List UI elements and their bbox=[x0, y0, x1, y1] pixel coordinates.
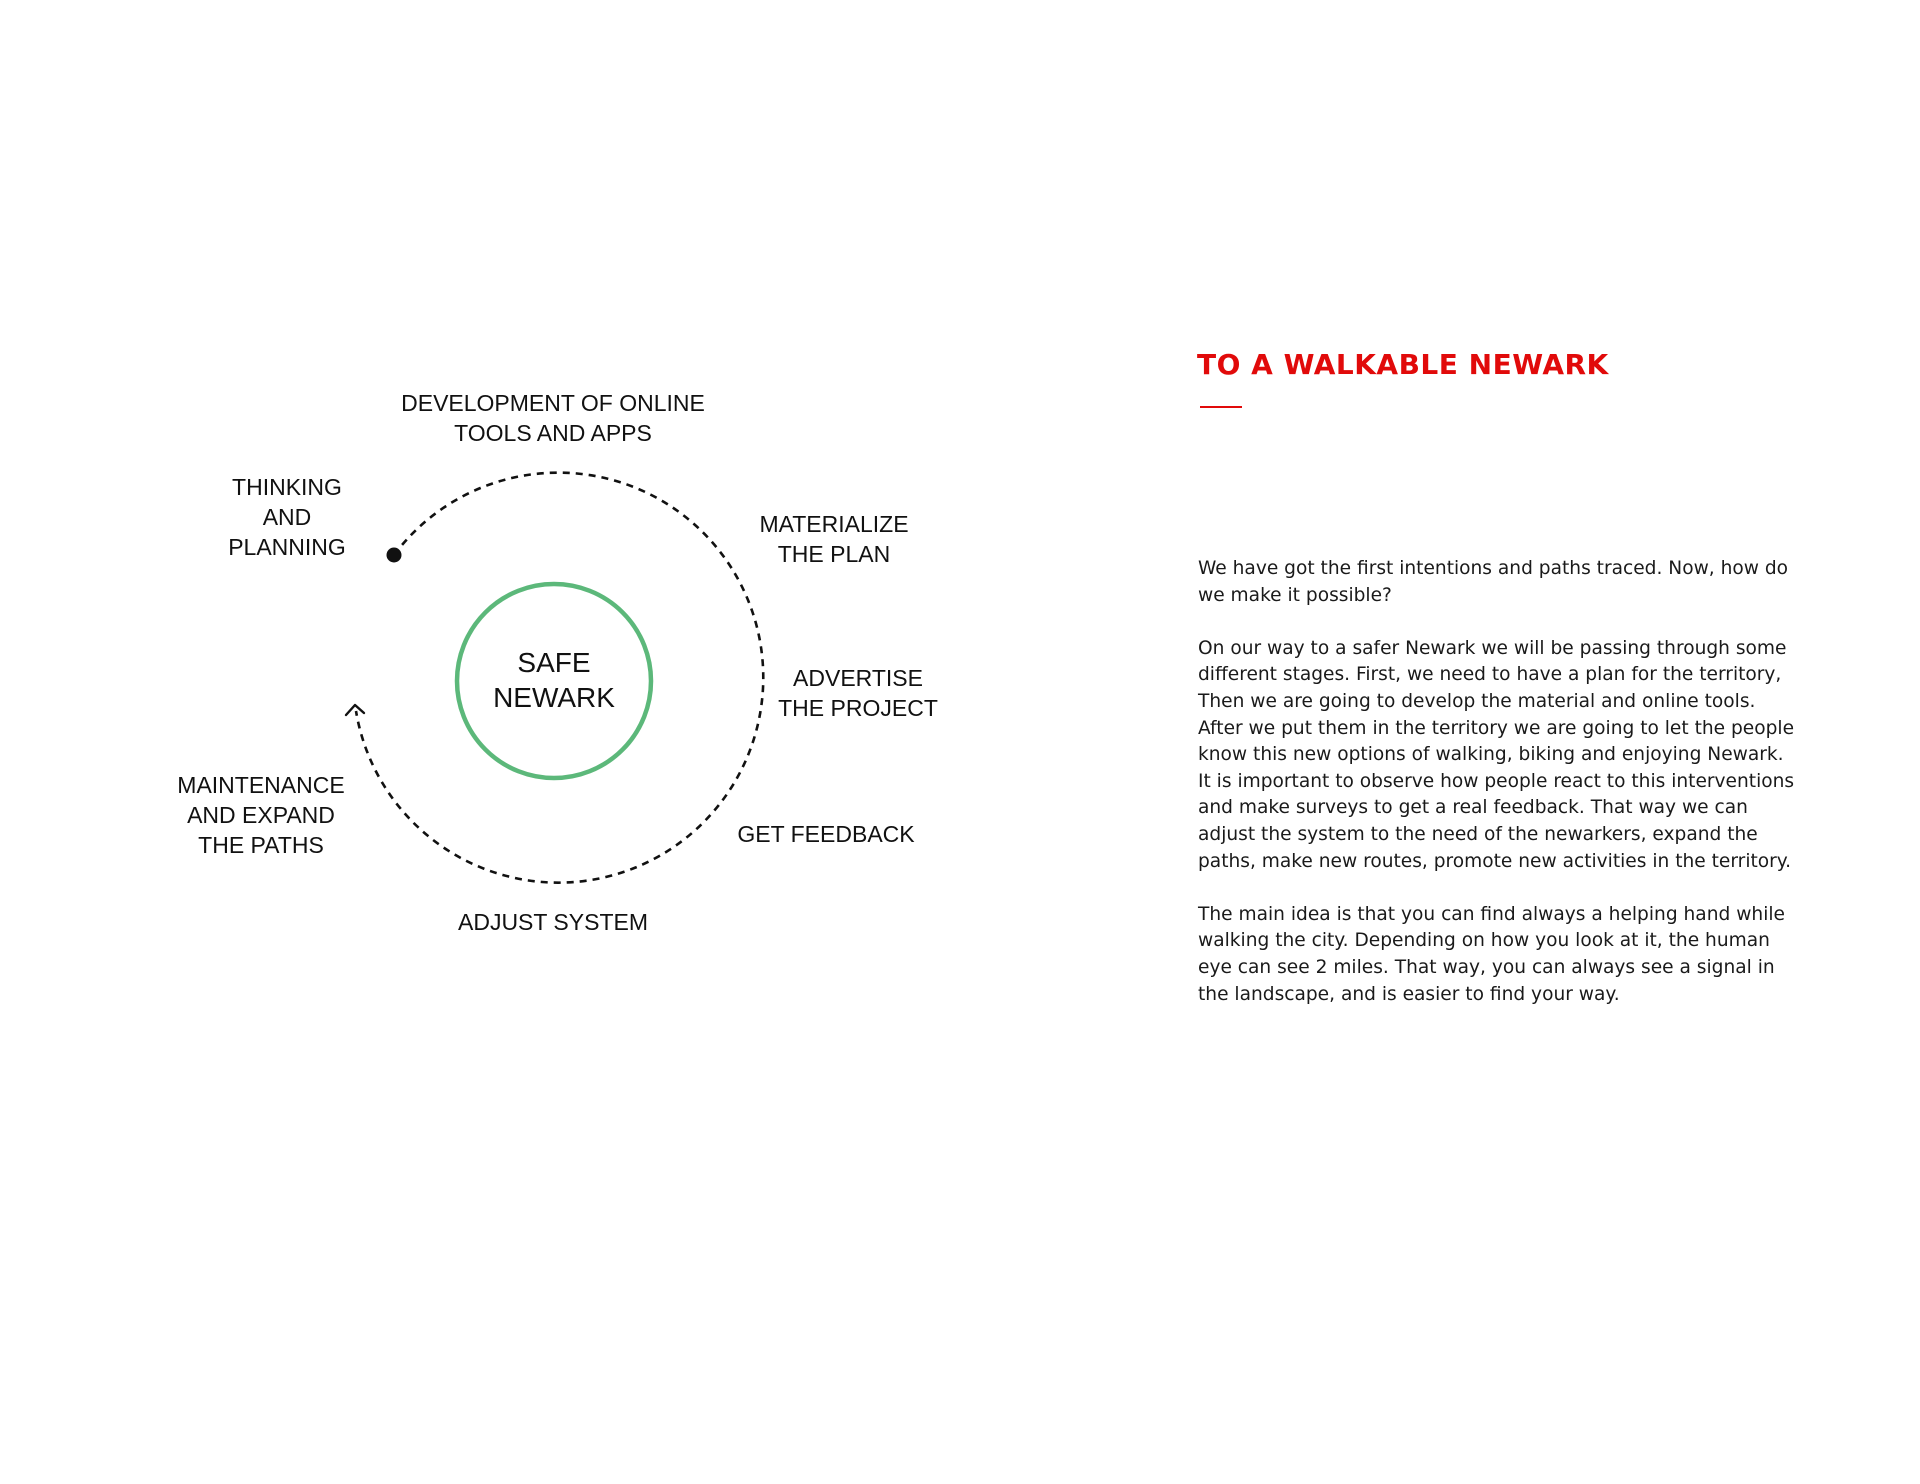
stage-maintenance-and-expand bbox=[177, 770, 344, 860]
stage-label-line: ADJUST SYSTEM bbox=[458, 909, 648, 935]
stage-label-line: MAINTENANCE bbox=[177, 772, 345, 798]
article-title: TO A WALKABLE NEWARK bbox=[1197, 348, 1609, 381]
article-paragraph: We have got the first intentions and paths traced. Now, how do we make it possible? bbox=[1198, 558, 1789, 606]
stage-label-line: MATERIALIZE bbox=[759, 511, 909, 537]
center-label bbox=[493, 645, 615, 715]
stage-label-line: AND EXPAND bbox=[187, 802, 335, 828]
stage-advertise-the-project bbox=[778, 663, 938, 723]
stage-thinking-and-planning bbox=[228, 472, 346, 562]
stage-label-line: ADVERTISE bbox=[793, 665, 923, 691]
stage-label-line: AND bbox=[262, 504, 312, 530]
stage-adjust-system bbox=[458, 907, 648, 937]
cycle-start-dot bbox=[387, 548, 402, 563]
center-label-line2: NEWARK bbox=[493, 682, 615, 713]
stage-label-line: DEVELOPMENT OF ONLINE bbox=[401, 390, 705, 416]
center-label-line1: SAFE bbox=[517, 647, 591, 678]
stage-label-line: THE PROJECT bbox=[778, 695, 938, 721]
article-body bbox=[1198, 556, 1798, 1008]
stage-development-of-online-tools bbox=[401, 388, 705, 448]
stage-label-line: THE PATHS bbox=[198, 832, 324, 858]
stage-label-line: THE PLAN bbox=[777, 541, 891, 567]
stage-label-line: GET FEEDBACK bbox=[737, 821, 915, 847]
stage-get-feedback bbox=[737, 819, 914, 849]
stage-label-line: TOOLS AND APPS bbox=[454, 420, 652, 446]
stage-label-line: THINKING bbox=[232, 474, 342, 500]
article-paragraph: It is important to observe how people react to this interventions and make surveys to get a real feedback. That way we can adjust the system to the need of the newarkers, expand the paths, make new routes, promote new activities in the territory. bbox=[1198, 770, 1795, 872]
article-paragraph: On our way to a safer Newark we will be passing through some different stages. First, we need to have a plan for the territory, Then we are going to develop the material and online tools. After we put them in the territory we are going to let the people know this new options of walking, biking and enjoying Newark. bbox=[1198, 637, 1795, 766]
article-paragraph: The main idea is that you can find always a helping hand while walking the city. Depending on how you look at it, the human eye can see 2 miles. That way, you can always see a signal in the landscape, and is easier to find your way. bbox=[1198, 903, 1785, 1005]
stage-label-line: PLANNING bbox=[228, 534, 346, 560]
stage-materialize-the-plan bbox=[759, 509, 908, 569]
cycle-arrowhead-icon bbox=[346, 705, 364, 715]
title-underline bbox=[1200, 406, 1242, 408]
